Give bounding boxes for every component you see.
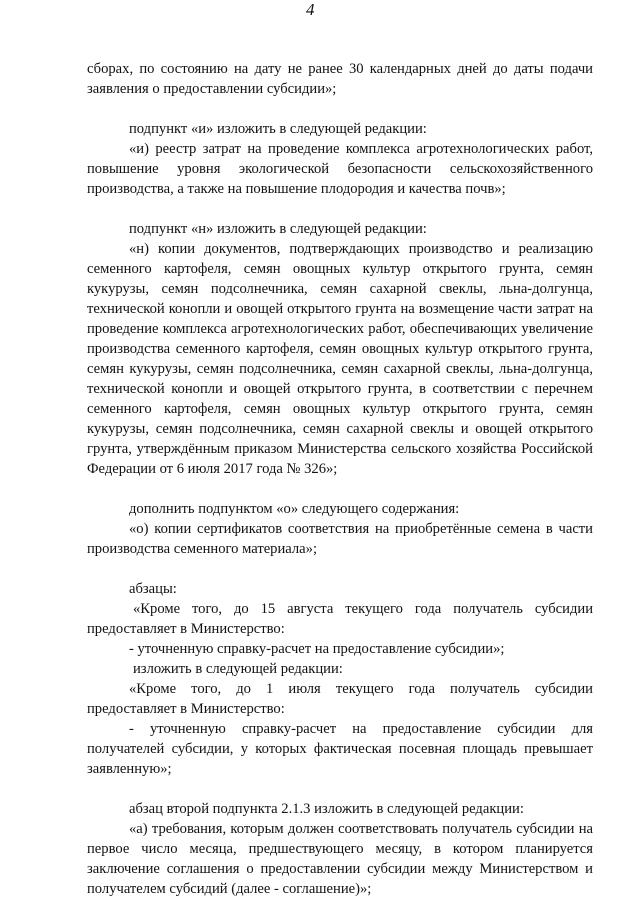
document-body [87, 59, 593, 899]
paragraph: изложить в следующей редакции: [133, 661, 343, 677]
paragraph: «Кроме того, до 1 июля текущего года получатель субсидии предоставляет в Министерство: [87, 681, 593, 717]
paragraph: «о) копии сертификатов соответствия на приобретённые семена в части производства семенного материала»; [87, 521, 593, 557]
paragraph: сборах, по состоянию на дату не ранее 30 календарных дней до даты подачи заявления о предоставлении субсидии»; [87, 61, 593, 97]
paragraph: подпункт «н» изложить в следующей редакции: [129, 221, 427, 237]
page-number: 4 [306, 0, 315, 19]
paragraph: - уточненную справку-расчет на предоставление субсидии для получателей субсидии, у которых фактическая посевная площадь превышает заявленную»; [87, 721, 593, 777]
paragraph-spacer [87, 199, 593, 219]
paragraph-spacer [87, 559, 593, 579]
paragraph: «а) требования, которым должен соответствовать получатель субсидии на первое число месяца, предшествующего месяцу, в котором планируется заключение соглашения о предоставлении субсидии между Министерством и получателем субсидий (далее - соглашение)»; [87, 821, 593, 897]
paragraph-spacer [87, 779, 593, 799]
paragraph: подпункт «и» изложить в следующей редакции: [129, 121, 427, 137]
paragraph: «Кроме того, до 15 августа текущего года получатель субсидии предоставляет в Министерство: [87, 601, 593, 637]
paragraph: абзацы: [129, 581, 177, 597]
paragraph-spacer [87, 479, 593, 499]
paragraph: «н) копии документов, подтверждающих производство и реализацию семенного картофеля, семян овощных культур открытого грунта, семян кукурузы, семян подсолнечника, семян сахарной свеклы, льна-долгунца, технической конопли и овощей открытого грунта на возмещение части затрат на проведение комплекса агротехнологических работ, обеспечивающих увеличение производства семенного картофеля, семян овощных культур открытого грунта, семян кукурузы, семян подсолнечника, семян сахарной свеклы, льна-долгунца, технической конопли и овощей открытого грунта, в соответствии с перечнем семенного картофеля, семян овощных культур открытого грунта, семян кукурузы, семян подсолнечника, семян сахарной свеклы и овощей открытого грунта, утверждённым приказом Министерства сельского хозяйства Российской Федерации от 6 июля 2017 года № 326»; [87, 241, 593, 477]
paragraph: «и) реестр затрат на проведение комплекса агротехнологических работ, повышение уровня экологической безопасности сельскохозяйственного производства, а также на повышение плодородия и качества почв»; [87, 141, 593, 197]
paragraph: абзац второй подпункта 2.1.3 изложить в следующей редакции: [129, 801, 524, 817]
paragraph: - уточненную справку-расчет на предоставление субсидии»; [129, 641, 505, 657]
paragraph-spacer [87, 99, 593, 119]
paragraph: дополнить подпунктом «о» следующего содержания: [129, 501, 460, 517]
